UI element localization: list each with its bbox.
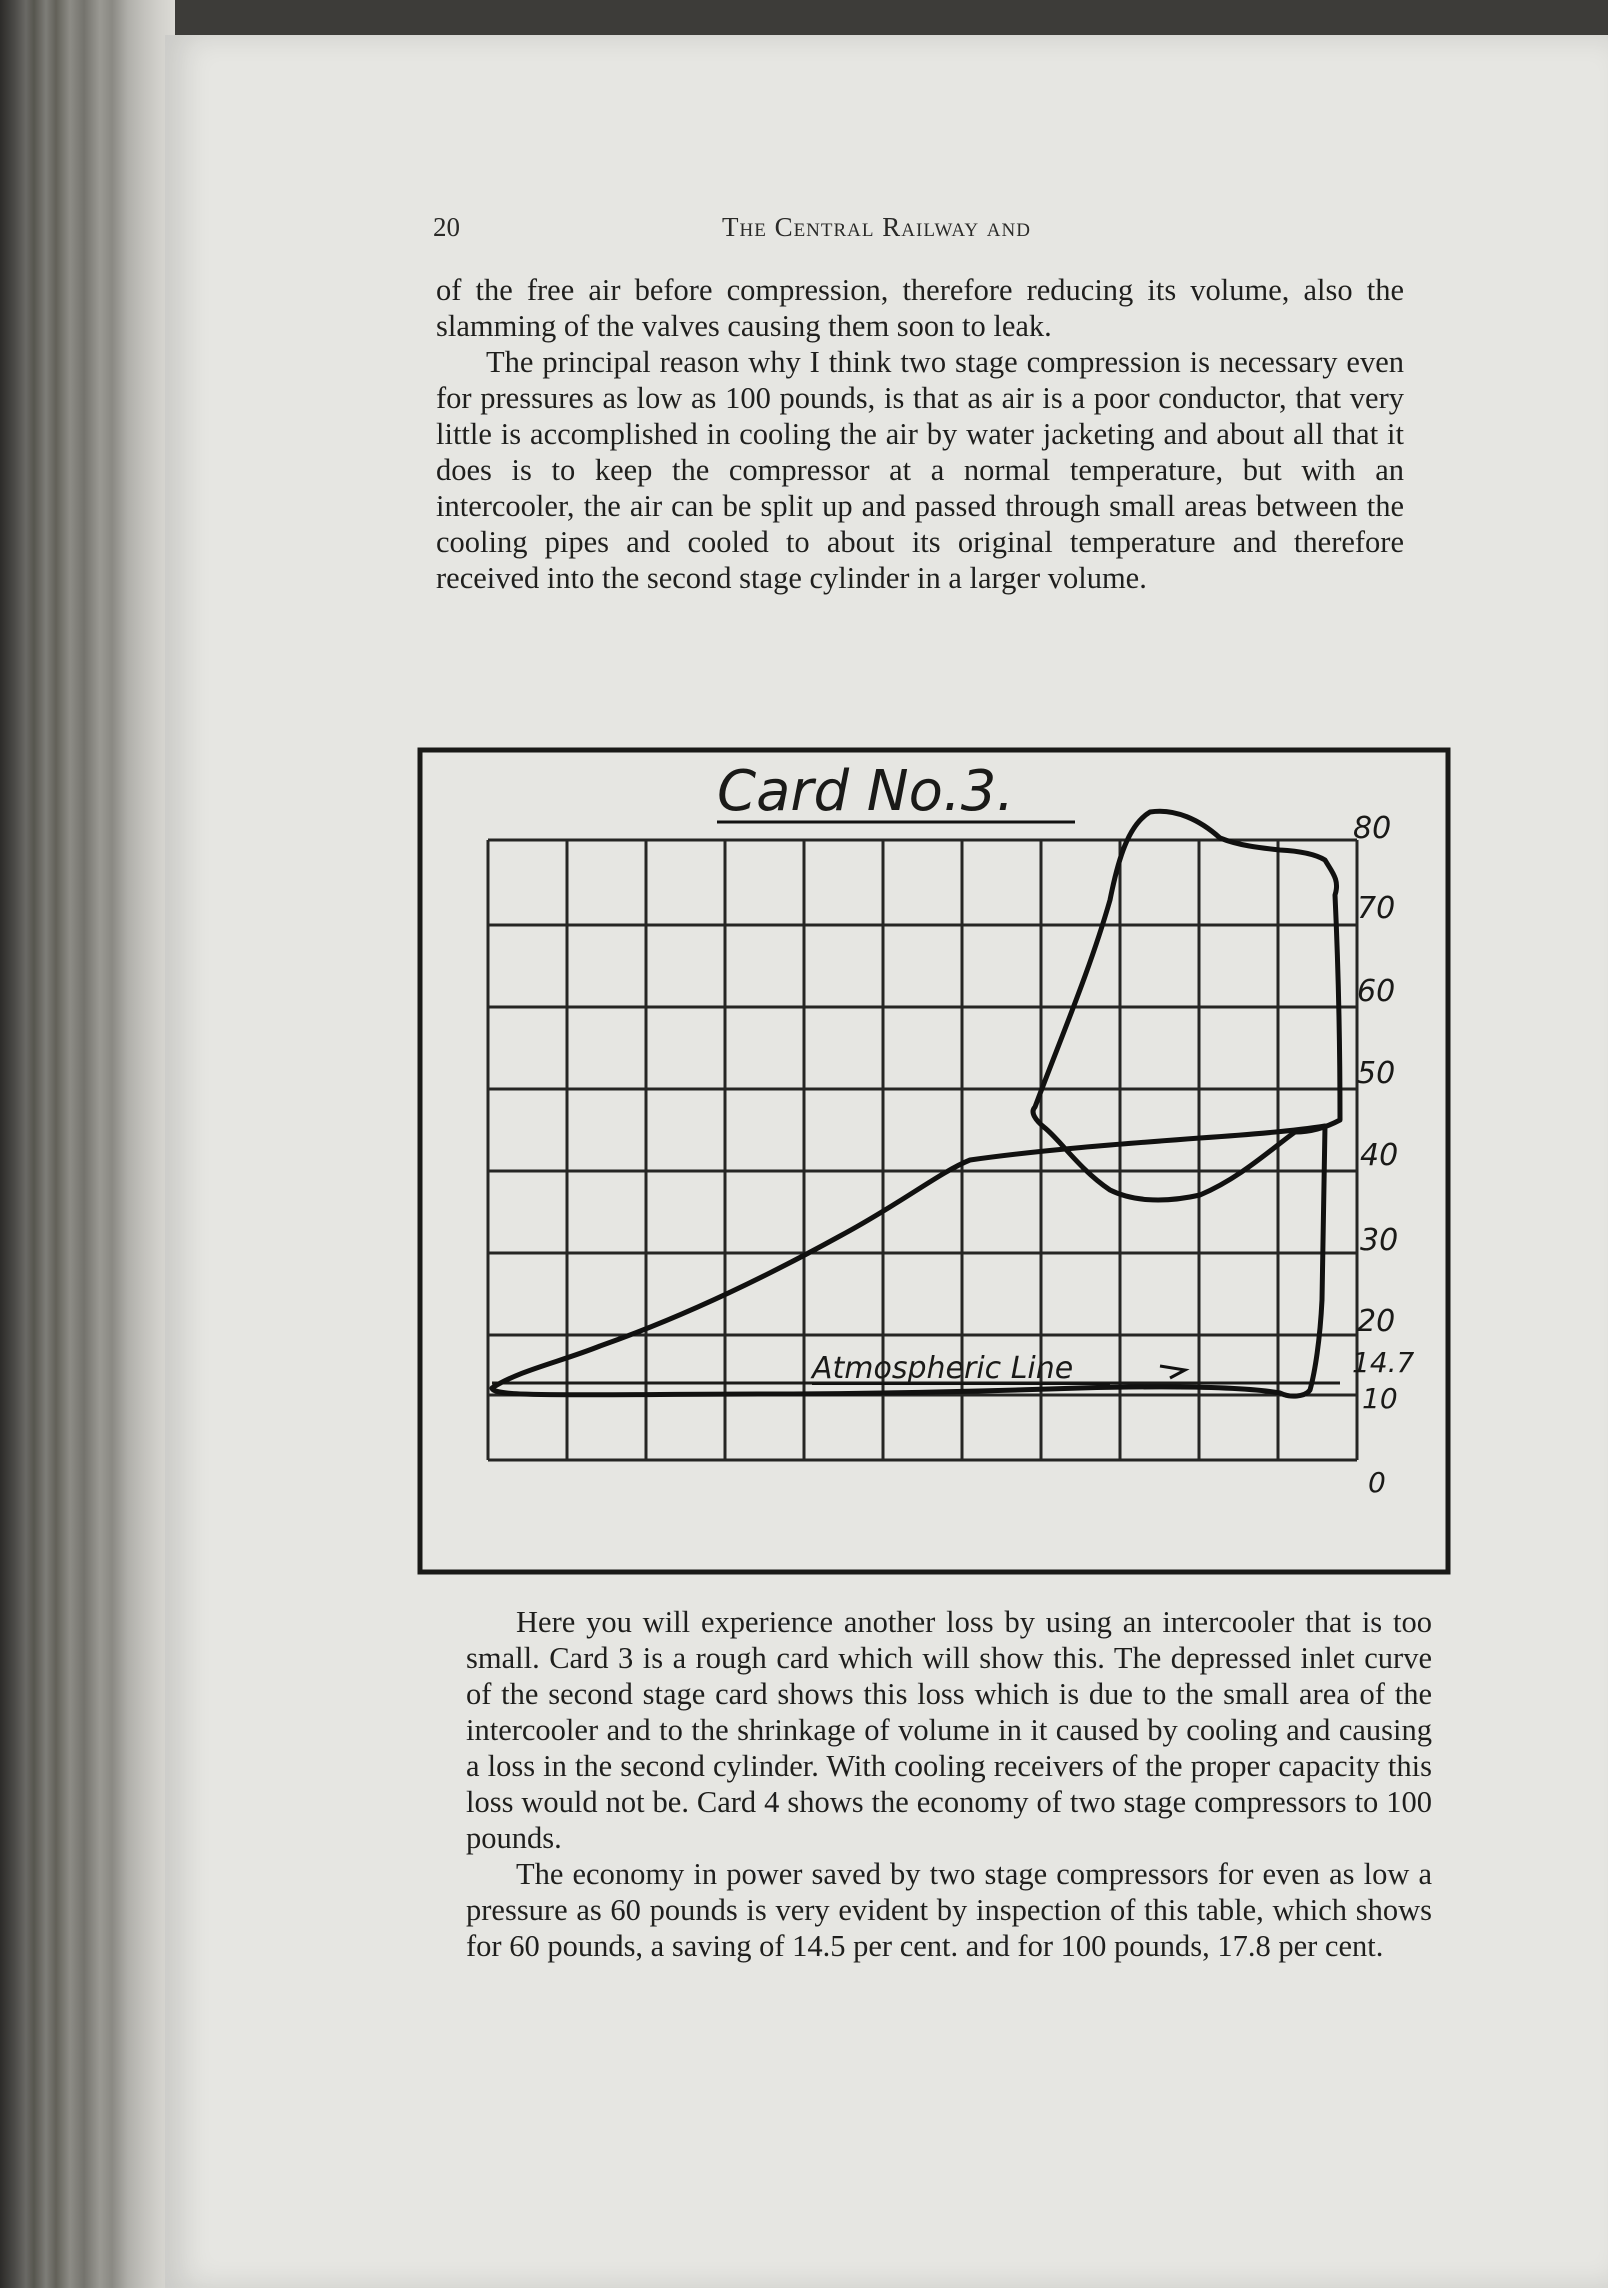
paragraph: The principal reason why I think two stage compression is necessary even for pressures as low as 100 pounds, is that as air is a poor conductor, that very little is accomplished in cooling the air by water jacketing and about all that it does is to keep the compressor at a normal temperature, but with an intercooler, the air can be split up and passed through small areas between the cooling pipes and cooled to about its original temperature and therefore received into the second stage cylinder in a larger volume. [436,345,1404,595]
page-number: 20 [433,212,460,242]
y-label: 50 [1357,1056,1396,1091]
y-label: 80 [1353,811,1392,846]
figure-title: Card No.3. [717,759,1015,824]
running-head [0,212,1608,252]
book-page-edges [0,0,175,2288]
y-label: 0 [1368,1466,1386,1499]
y-label: 30 [1360,1223,1399,1258]
paragraph: Here you will experience another loss by using an intercooler that is too small. Card 3 is a rough card which will show this. The depressed inlet curve of the second stage card shows this loss which is due to the small area of the intercooler and to the shrinkage of volume in it caused by cooling and causing a loss in the second cylinder. With cooling receivers of the proper capacity this loss would not be. Card 4 shows the economy of two stage compressors to 100 pounds. [466,1605,1432,1855]
y-label: 20 [1357,1304,1396,1339]
y-label: 14.7 [1352,1346,1415,1379]
y-label: 70 [1357,891,1396,926]
body-text-top [436,272,1404,596]
y-label: 60 [1357,974,1396,1009]
paragraph: The economy in power saved by two stage compressors for even as low a pressure as 60 pounds is very evident by inspection of this table, which shows for 60 pounds, a saving of 14.5 per cent. and for 100 pounds, 17.8 per cent. [466,1857,1432,1963]
y-label: 10 [1362,1382,1398,1415]
paragraph: of the free air before compression, therefore reducing its volume, also the slamming of the valves causing them soon to leak. [436,273,1404,343]
running-head-title: The Central Railway and [722,212,1031,242]
y-label: 40 [1360,1138,1399,1173]
atmospheric-label: Atmospheric Line [812,1351,1074,1386]
body-text-bottom [466,1604,1432,1964]
